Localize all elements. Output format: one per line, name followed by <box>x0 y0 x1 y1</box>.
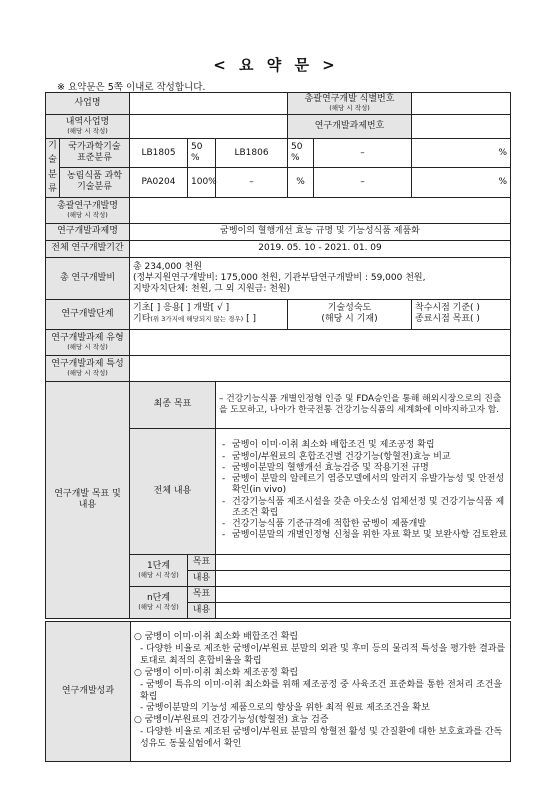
stage1-content-value[interactable] <box>216 570 511 586</box>
project-char-label <box>46 355 130 381</box>
results-line: - 굼벵이 특유의 이미·이취 최소화를 위해 제조공정 중 사육조건 표준화를 통한 전처리 조건을 확립 <box>140 679 503 702</box>
stage1-content-label: 내용 <box>188 570 216 586</box>
national-pct-1: 50 % <box>188 139 216 168</box>
maturity-end-field[interactable]: 종료시점 목표( ) <box>415 314 480 325</box>
project-name-label: 연구개발과제명 <box>46 223 130 240</box>
stageN-label <box>130 586 188 618</box>
stage-option-other[interactable] <box>133 314 284 325</box>
maturity-label <box>288 299 412 329</box>
overall-project-label-sub: (해당 시 작성) <box>67 210 108 219</box>
project-type-label-text: 연구개발과제 유형 <box>51 332 124 343</box>
project-type-label-sub: (해당 시 작성) <box>67 342 108 351</box>
agri-pct-1: 100% <box>188 168 216 197</box>
stage1-label-text: 1단계 <box>146 560 171 571</box>
all-content-item: - 건강기능식품 제조시설을 갖춘 아웃소싱 업체선정 및 건강기능식품 제조조건 확립 <box>232 497 507 520</box>
all-content-item: - 굼벵이/부원료의 혼합조건별 건강기능(항혈전)효능 비교 <box>232 452 507 463</box>
budget-line-3: 지방자치단체: 천원, 그 외 지원금: 천원) <box>133 283 291 294</box>
stageN-label-text: n단계 <box>146 592 171 603</box>
project-name-value: 굼벵이의 혈행개선 효능 규명 및 기능성식품 제품화 <box>130 223 511 240</box>
budget-label: 총 연구개발비 <box>46 257 130 299</box>
agri-code-1: PA0204 <box>130 168 188 197</box>
stageN-label-sub: (해당 시 작성) <box>138 602 179 611</box>
stageN-content-label: 내용 <box>188 602 216 618</box>
national-class-label: 국가과학기술 표준분류 <box>60 139 130 168</box>
project-char-value[interactable] <box>130 355 511 381</box>
goals-group-label: 연구개발 목표 및 내용 <box>46 381 130 618</box>
sub-business-label <box>46 115 130 139</box>
results-label: 연구개발성과 <box>46 622 131 762</box>
period-value: 2019. 05. 10 - 2021. 01. 09 <box>130 240 511 257</box>
all-content-list <box>219 440 507 541</box>
overall-id-label <box>288 93 412 115</box>
results-line: - 다양한 비율로 제조된 굼벵이/부원료 분말의 항혈전 활성 및 간질환에 대한 보호효과를 간독성유도 동물실험에서 확인 <box>140 727 503 749</box>
business-name-value[interactable] <box>130 93 288 115</box>
overall-id-label-sub: (해당 시 작성) <box>329 104 370 113</box>
final-goal-label: 최종 목표 <box>130 381 216 428</box>
maturity-label-text: 기술성숙도 <box>327 303 372 314</box>
all-content-item: - 굼벵이분말의 혈행개선 효능검증 및 작용기전 규명 <box>232 463 507 474</box>
national-code-1: LB1805 <box>130 139 188 168</box>
period-label: 전체 연구개발기간 <box>46 240 130 257</box>
stage-other-text: 기타 <box>133 314 151 325</box>
sub-business-label-sub: (해당 시 작성) <box>67 127 108 136</box>
agri-class-label: 농림식품 과학기술분류 <box>60 168 130 197</box>
page-title: < 요 약 문 > <box>213 56 339 74</box>
results-content <box>131 622 511 762</box>
all-content-item: - 굼벵이 분말의 알레르기 염증모델에서의 알러지 유발가능성 및 안전성 확인(in vivo) <box>232 474 507 497</box>
all-content-value <box>216 428 511 554</box>
budget-line-2: (정부지원연구개발비: 175,000 천원, 기관부담연구개발비 : 59,000 천원, <box>133 272 426 283</box>
project-type-value[interactable] <box>130 329 511 355</box>
overall-project-label <box>46 197 130 223</box>
project-number-value[interactable] <box>412 115 511 139</box>
stage-label: 연구개발단계 <box>46 299 130 329</box>
budget-value <box>130 257 511 299</box>
project-char-label-text: 연구개발과제 특성 <box>51 358 124 369</box>
stage1-goal-label: 목표 <box>188 554 216 570</box>
results-line: ○ 굼벵이 이미·이취 최소화 배합조건 확립 <box>134 632 299 643</box>
maturity-start-field[interactable]: 착수시점 기준( ) <box>415 303 480 314</box>
stageN-goal-value[interactable] <box>216 586 511 602</box>
stage-other-checkbox[interactable]: [ ] <box>246 314 256 325</box>
overall-project-label-text: 총괄연구개발명 <box>57 200 118 211</box>
overall-project-value[interactable] <box>130 197 511 223</box>
project-type-label <box>46 329 130 355</box>
agri-code-3: – <box>314 168 412 197</box>
tech-class-group-text: 기술분류 <box>48 141 57 195</box>
all-content-item: - 굼벵이 이미·이취 최소화 배합조건 및 제조공정 확립 <box>232 440 507 451</box>
results-line: - 다양한 비율로 제조한 굼벵이/부원료 분말의 외관 및 후미 등의 물리적 특성을 평가한 결과를 토대로 최적의 혼합비율을 확립 <box>140 644 506 666</box>
all-content-item: - 건강기능식품 기준규격에 적합한 굼벵이 제품개발 <box>232 519 507 530</box>
results-line: - 굼벵이분말의 기능성 제품으로의 향상을 위한 최적 원료 제조조건을 확보 <box>140 703 430 714</box>
stage1-goal-value[interactable] <box>216 554 511 570</box>
sub-business-label-text: 내역사업명 <box>65 117 110 128</box>
summary-form-table <box>45 92 511 619</box>
business-name-label: 사업명 <box>46 93 130 115</box>
results-line: ○ 굼벵이/부원료의 건강기능성(항혈전) 효능 검증 <box>134 715 329 726</box>
stage-other-note: (위 3가지에 해당되지 않는 경우) <box>150 315 244 324</box>
stageN-goal-label: 목표 <box>188 586 216 602</box>
national-code-2: LB1806 <box>216 139 288 168</box>
all-content-item: - 굼벵이분말의 개별인정형 신청을 위한 자료 확보 및 보완사항 검토완료 <box>232 530 507 541</box>
sub-business-value[interactable] <box>130 115 288 139</box>
maturity-label-sub: (해당 시 기재) <box>321 314 378 325</box>
overall-id-label-text: 총괄연구개발 식별번호 <box>304 94 395 105</box>
stage-option-basic-applied-dev[interactable]: 기초[ ] 응용[ ] 개발[ √ ] <box>133 303 230 314</box>
stage1-label <box>130 554 188 586</box>
results-table <box>45 621 511 762</box>
stage1-label-sub: (해당 시 작성) <box>138 570 179 579</box>
all-content-label: 전체 내용 <box>130 428 216 554</box>
stageN-content-value[interactable] <box>216 602 511 618</box>
budget-line-1: 총 234,000 천원 <box>133 261 203 272</box>
stage-options <box>130 299 288 329</box>
final-goal-text: – 건강기능식품 개별인정형 인증 및 FDA승인을 통해 해외시장으로의 진출을 도모하고, 나아가 한국전통 건강기능식품의 세계화에 이바지하고자 함. <box>216 381 511 428</box>
results-line: ○ 굼벵이 이미·이취 최소화 제조공정 확립 <box>134 667 299 678</box>
tech-class-group-label <box>46 139 60 198</box>
project-number-label: 연구개발과제번호 <box>288 115 412 139</box>
agri-code-2: – <box>216 168 288 197</box>
overall-id-value[interactable] <box>412 93 511 115</box>
instruction-note: ※ 요약문은 5쪽 이내로 작성합니다. <box>57 82 206 93</box>
national-pct-3: % <box>412 139 511 168</box>
agri-pct-2: % <box>288 168 314 197</box>
national-code-3: – <box>314 139 412 168</box>
project-char-label-sub: (해당 시 작성) <box>67 368 108 377</box>
national-pct-2: 50 % <box>288 139 314 168</box>
agri-pct-3: % <box>412 168 511 197</box>
maturity-points <box>412 299 511 329</box>
